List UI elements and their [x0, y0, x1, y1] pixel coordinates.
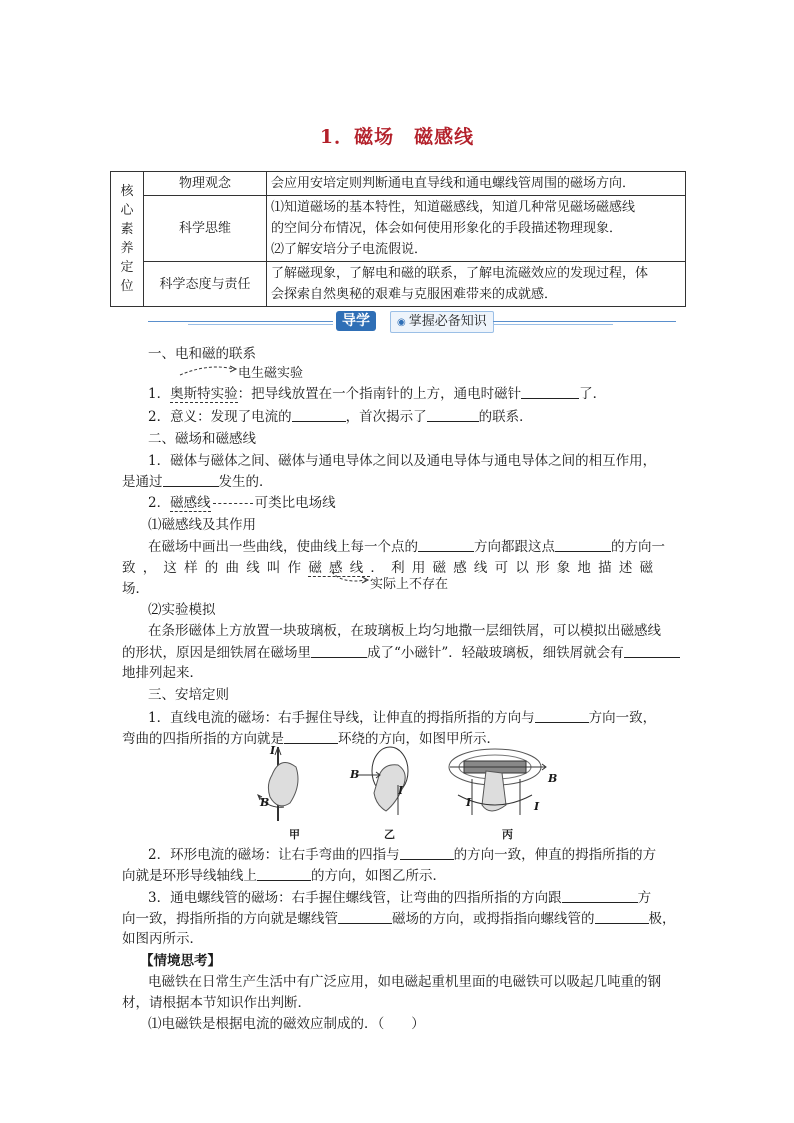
core-literacy-table: [110, 171, 686, 307]
label-current-4: I: [534, 800, 540, 813]
figure-label-jia: 甲: [289, 828, 300, 841]
figure-label-yi: 乙: [384, 828, 395, 841]
desc-scientific-thinking: ⑴知道磁场的基本特性，知道磁感线，知道几种常见磁场磁感线 的空间分布情况，体会如何使用形象化的手段描述物理现象． ⑵了解安培分子电流假说．: [267, 196, 686, 262]
bullet-icon: ◉: [397, 317, 406, 328]
annotation-arrow: [330, 570, 370, 588]
scenario-line-1: 电磁铁在日常生产生活中有广泛应用，如电磁起重机里面的电磁铁可以吸起几吨重的钢: [148, 974, 661, 990]
field-line-def-1: 在磁场中画出一些曲线，使曲线上每一个点的 方向都跟这点 的方向一: [148, 539, 665, 555]
ring-current-line-2: 向就是环形导线轴线上 的方向，如图乙所示．: [122, 868, 446, 884]
straight-current-line-1: 1．直线电流的磁场：右手握住导线，让伸直的拇指所指的方向与 方向一致，: [148, 710, 657, 726]
label-current-1: I: [270, 744, 276, 757]
desc-physics-concept: 会应用安培定则判断通电直导线和通电螺线管周围的磁场方向．: [267, 172, 686, 196]
annotation-oersted: 电生磁实验: [238, 366, 304, 381]
oersted-line: 1．奥斯特实验：把导线放置在一个指南针的上方，通电时磁针 了．: [148, 386, 607, 402]
section1-heading: 一、电和磁的联系: [148, 346, 256, 362]
category-scientific-attitude: 科学态度与责任: [144, 262, 267, 307]
banner-subtitle: ◉ 掌握必备知识: [390, 311, 494, 333]
banner-badge: 导学: [336, 311, 376, 331]
subsection-experiment: ⑵实验模拟: [148, 602, 216, 618]
core-literacy-side-label: 核 心 素 养 定 位: [111, 172, 144, 307]
label-current-2: I: [398, 784, 404, 797]
experiment-line-3: 地排列起来．: [122, 665, 203, 681]
figure-label-bing: 丙: [502, 828, 513, 841]
field-line-def-3: 场．: [122, 581, 149, 597]
section-banner: [148, 309, 676, 333]
annotation-not-exist: 实际上不存在: [370, 577, 449, 592]
scenario-thinking-heading: 【情境思考】: [140, 953, 221, 969]
scenario-line-2: 材，请根据本节知识作出判断．: [122, 995, 311, 1011]
annotation-arrow: [178, 363, 238, 377]
judgement-question-1: ⑴电磁铁是根据电流的磁效应制成的．（ ）: [148, 1016, 425, 1032]
subsection-field-lines: ⑴磁感线及其作用: [148, 517, 256, 533]
label-field-2: B: [350, 768, 360, 781]
solenoid-line-1: 3．通电螺线管的磁场：右手握住螺线管，让弯曲的四指所指的方向跟 方: [148, 890, 652, 906]
figure-straight-wire: [258, 747, 298, 821]
section2-heading: 二、磁场和磁感线: [148, 431, 256, 447]
label-field-3: B: [548, 772, 558, 785]
significance-line: 2．意义：发现了电流的 ，首次揭示了 的联系．: [148, 409, 533, 425]
field-line-def-2: 致，这样的曲线叫作磁感线．利用磁感线可以形象地描述磁: [122, 560, 661, 576]
category-physics-concept: 物理观念: [144, 172, 267, 196]
category-scientific-thinking: 科学思维: [144, 196, 267, 262]
page-title: 1．磁场 磁感线: [319, 126, 475, 148]
experiment-line-1: 在条形磁体上方放置一块玻璃板，在玻璃板上均匀地撒一层细铁屑，可以模拟出磁感线: [148, 623, 661, 639]
label-field-1: B: [260, 796, 270, 809]
figure-ring-current: [356, 747, 408, 815]
experiment-line-2: 的形状，原因是细铁屑在磁场里 成了“小磁针”．轻敲玻璃板，细铁屑就会有: [122, 643, 680, 662]
label-current-3: I: [466, 796, 472, 809]
solenoid-line-3: 如图丙所示．: [122, 931, 203, 947]
interaction-line-2: 是通过 发生的．: [122, 474, 273, 490]
interaction-line-1: 1．磁体与磁体之间、磁体与通电导体之间以及通电导体与通电导体之间的相互作用，: [148, 453, 657, 469]
figure-solenoid: [449, 749, 546, 815]
field-line-item: 2．磁感线 可类比电场线: [148, 495, 336, 511]
solenoid-line-2: 向一致，拇指所指的方向就是螺线管 磁场的方向，或拇指指向螺线管的 极，: [122, 911, 676, 927]
desc-scientific-attitude: 了解磁现象，了解电和磁的联系，了解电流磁效应的发现过程，体 会探索自然奥秘的艰难与克服困难带来的成就感．: [267, 262, 686, 307]
ring-current-line-1: 2．环形电流的磁场：让右手弯曲的四指与 的方向一致，伸直的拇指所指的方: [148, 847, 657, 863]
straight-current-line-2: 弯曲的四指所指的方向就是 环绕的方向，如图甲所示．: [122, 731, 500, 747]
section3-heading: 三、安培定则: [148, 687, 229, 703]
